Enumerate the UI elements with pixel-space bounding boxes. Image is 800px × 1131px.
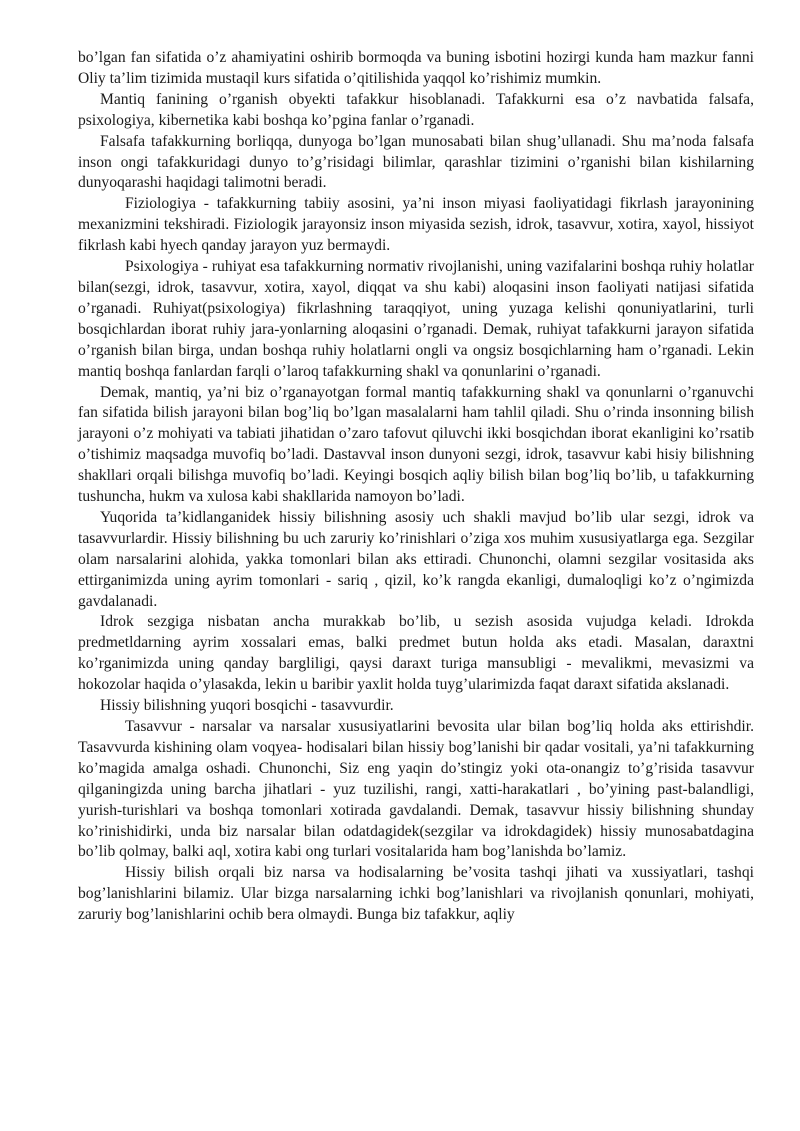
paragraph-10: Tasavvur - narsalar va narsalar xususiyatlarini bevosita ular bilan bog’liq holda aks ettirishdir. Tasavvurda kishining olam voqyea- hodisalari bilan hissiy bog’lanishi bir qadar vositali, ya’ni tafakkurning ko’magida amalga oshadi. Chunonchi, Siz eng yaqin do’stingiz yoki ota-onangiz to’g’risida tasavvur qilganingizda uning barcha jihatlari - yuz tuzilishi, rangi, xatti-harakatlari , bo’yining past-balandligi, yurish-turishlari va boshqa tomonlari xotirada gavdalandi. Demak, tasavvur hissiy bilishning shunday ko’rinishidirki, unda biz narsalar bilan odatdagidek(sezgilar va idrokdagidek) hissiy munosabatdagina bo’lib qolmay, balki aql, xotira kabi ong turlari vositalarida ham bog’lanishda bo’lamiz.: [78, 718, 754, 861]
paragraph-3: Falsafa tafakkurning borliqqa, dunyoga bo’lgan munosabati bilan shug’ullanadi. Shu ma’noda falsafa inson ongi tafakkuridagi dunyo to’g’risidagi bilimlar, qarashlar tizimini o’rganishi bilan kishilarning dunyoqarashi haqidagi talimotni beradi.: [78, 132, 754, 192]
paragraph-6: Demak, mantiq, ya’ni biz o’rganayotgan formal mantiq tafakkurning shakl va qonunlarni o’rganuvchi fan sifatida bilish jarayoni bilan bog’liq bo’lgan masalalarni ham tahlil qiladi. Shu o’rinda insonning bilish jarayoni o’z mohiyati va tabiati jihatidan o’zaro tafovut qiluvchi ikki bosqichdan iborat ekanligini ko’rsatib o’tishimiz maqsadga muvofiq bo’ladi. Dastavval inson dunyoni sezgi, idrok, tasavvur kabi hisiy bilishning shakllari orqali bilishga muvofiq bo’ladi. Keyingi bosqich aqliy bilish bilan bog’liq bo’lib, u tafakkurning tushuncha, hukm va xulosa kabi shakllarida namoyon bo’ladi.: [78, 383, 754, 506]
paragraph-4: Fiziologiya - tafakkurning tabiiy asosini, ya’ni inson miyasi faoliyatidagi fikrlash jarayonining mexanizmini tekshiradi. Fiziologik jarayonsiz inson miyasida sezish, idrok, tasavvur, xotira, xayol, hissiyot fikrlash kabi hyech qanday jarayon yuz bermaydi.: [78, 195, 754, 255]
paragraph-8: Idrok sezgiga nisbatan ancha murakkab bo’lib, u sezish asosida vujudga keladi. Idrokda predmetldarning ayrim xossalari emas, balki predmet butun holda aks etadi. Masalan, daraxtni ko’rganimizda uning qanday bargliligi, qaysi daraxt turiga mansubligi - mevalikmi, mevasizmi va hokozolar haqida o’ylasakda, lekin u baribir yaxlit holda tuyg’ularimizda faqat daraxt sifatida akslanadi.: [78, 613, 754, 694]
paragraph-11: Hissiy bilish orqali biz narsa va hodisalarning be’vosita tashqi jihati va xussiyatlari, tashqi bog’lanishlarini bilamiz. Ular bizga narsalarning ichki bog’lanishlari va rivojlanish qonunlari, mohiyati, zaruriy bog’lanishlarini ochib bera olmaydi. Bunga biz tafakkur, aqliy: [78, 864, 754, 924]
paragraph-2: Mantiq fanining o’rganish obyekti tafakkur hisoblanadi. Tafakkurni esa o’z navbatida falsafa, psixologiya, kibernetika kabi boshqa ko’pgina fanlar o’rganadi.: [78, 90, 754, 129]
paragraph-5: Psixologiya - ruhiyat esa tafakkurning normativ rivojlanishi, uning vazifalarini boshqa ruhiy holatlar bilan(sezgi, idrok, tasavvur, xotira, xayol, diqqat va shu kabi) aloqasini inson faoliyati natijasi sifatida o’rganadi. Ruhiyat(psixologiya) fikrlashning taraqqiyot, uning yuzaga kelishi qonuniyatlarini, turli bosqichlardan iborat ruhiy jara-yonlarning aloqasini o’rganadi. Demak, ruhiyat tafakkurni jarayon sifatida o’rganish bilan birga, undan boshqa ruhiy holatlarni ongli va ongsiz bosqichlarning ham o’rganadi. Lekin mantiq boshqa fanlardan farqli o’laroq tafakkurning shakl va qonunlarini o’rganadi.: [78, 258, 754, 380]
paragraph-1: bo’lgan fan sifatida o’z ahamiyatini oshirib bormoqda va buning isbotini hozirgi kunda ham mazkur fanni Oliy ta’lim tizimida mustaqil kurs sifatida o’qitilishida yaqqol ko’rishimiz mumkin.: [78, 49, 754, 87]
paragraph-7: Yuqorida ta’kidlanganidek hissiy bilishning asosiy uch shakli mavjud bo’lib ular sezgi, idrok va tasavvurlardir. Hissiy bilishning bu uch zaruriy ko’rinishlari o’ziga xos muhim xususiyatlarga ega. Sezgilar olam narsalarini alohida, yakka tomonlari bilan aks ettiradi. Chunonchi, olamni sezgilar vositasida aks ettirganimizda uning ayrim tomonlari - sariq , qizil, ko’k rangda ekanligi, dumaloqligi ko’z o’ngimizda gavdalanadi.: [78, 508, 754, 610]
document-page: [78, 48, 754, 926]
paragraph-9: Hissiy bilishning yuqori bosqichi - tasavvurdir.: [100, 697, 394, 715]
